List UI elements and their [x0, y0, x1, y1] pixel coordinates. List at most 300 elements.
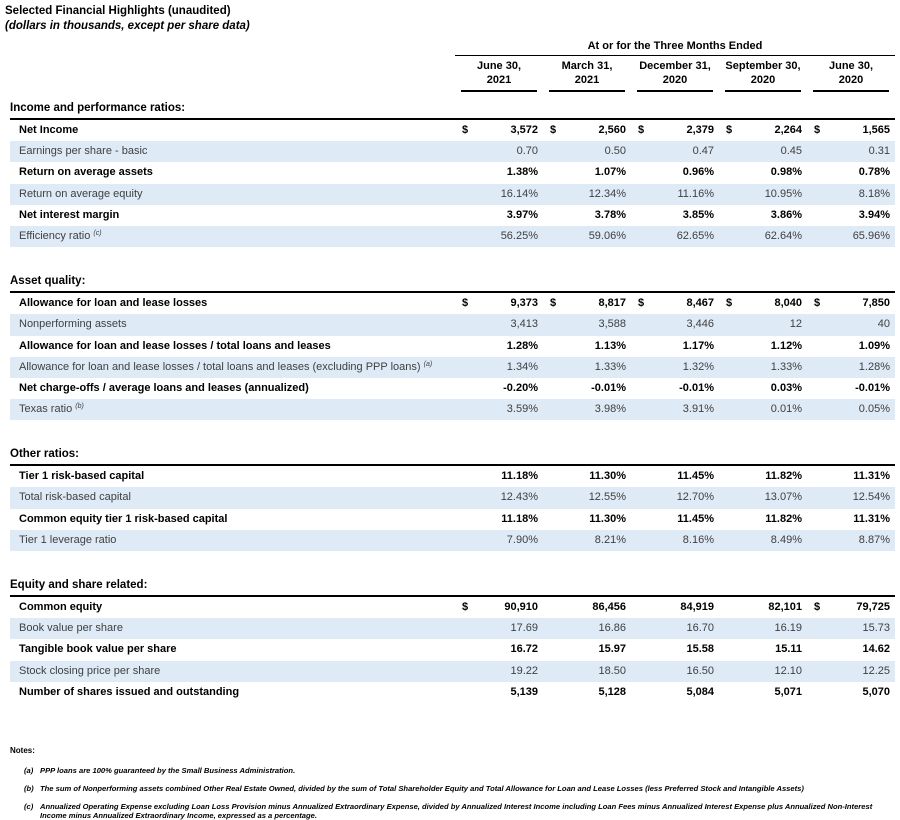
cell-value	[543, 162, 631, 183]
cell-value	[719, 205, 807, 226]
cell-number: 84,919	[680, 601, 714, 613]
cell-value	[631, 314, 719, 335]
cell-value	[455, 205, 543, 226]
table-row	[10, 378, 895, 399]
cell-number: 16.19	[774, 622, 802, 635]
cell-number: 0.01%	[770, 403, 802, 416]
row-label: Net Income	[19, 124, 79, 136]
cell-value	[543, 509, 631, 530]
cell-number: 11.18%	[501, 470, 538, 483]
cell-number: -0.01%	[855, 381, 890, 394]
note-item	[24, 766, 898, 775]
cell-value	[631, 141, 719, 162]
cell-number: 12.54%	[852, 491, 890, 504]
cell-value	[631, 597, 719, 618]
cell-value	[807, 184, 895, 205]
cell-value	[455, 618, 543, 639]
cell-number: 5,071	[774, 685, 802, 698]
footnote-ref: (a)	[423, 360, 433, 368]
cell-number: 3,572	[510, 124, 538, 136]
cell-value	[719, 509, 807, 530]
cell-number: 56.25%	[500, 229, 538, 242]
cell-value	[631, 487, 719, 508]
cell-number: 11.82%	[765, 470, 802, 483]
note-text: PPP loans are 100% guaranteed by the Small Business Administration.	[40, 765, 296, 775]
cell-value	[631, 378, 719, 399]
table-row	[10, 141, 895, 162]
note-tag: (a)	[24, 765, 34, 775]
row-label: Tier 1 risk-based capital	[19, 470, 145, 483]
cell-number: 11.18%	[501, 512, 538, 525]
column-date-line1: December 31,	[639, 60, 711, 72]
cell-value	[719, 399, 807, 420]
cell-number: 1.13%	[594, 339, 626, 352]
cell-number: 11.45%	[677, 470, 714, 483]
cell-number: 3,413	[510, 318, 538, 331]
cell-number: 8.49%	[770, 533, 802, 546]
cell-number: 1.12%	[770, 339, 802, 352]
cell-value	[807, 618, 895, 639]
cell-value	[543, 293, 631, 314]
row-label: Allowance for loan and lease losses	[19, 297, 208, 310]
note-text: Annualized Operating Expense excluding Loan Loss Provision minus Annualized Extraordinary Expense, divided by Annualized Interest Income including Loan Fees minus Annualized Interest Expense plus Annualized Non-Interest Income minus Annualized Extraordinary Income, expressed as a percentage.	[40, 801, 873, 820]
cell-number: 16.50	[686, 664, 714, 677]
cell-number: 7,850	[862, 297, 890, 310]
column-date-line1: March 31,	[561, 60, 613, 72]
dollar-sign: $	[550, 124, 557, 136]
dollar-sign: $	[462, 124, 469, 136]
cell-value	[807, 487, 895, 508]
cell-number: 12.34%	[588, 187, 626, 200]
cell-value	[543, 205, 631, 226]
cell-value	[543, 120, 631, 141]
cell-value	[719, 293, 807, 314]
cell-value	[719, 378, 807, 399]
row-label: Common equity	[19, 601, 103, 613]
footnote-ref: (c)	[93, 229, 102, 237]
column-header-text	[549, 56, 625, 92]
column-date-line1: June 30,	[828, 60, 874, 72]
cell-value	[455, 141, 543, 162]
cell-value	[631, 618, 719, 639]
table-row	[10, 184, 895, 205]
cell-value	[719, 682, 807, 703]
table-row	[10, 661, 895, 682]
cell-number: 12.43%	[500, 491, 538, 504]
row-label: Texas ratio $^{(b)}$	[19, 403, 84, 416]
cell-number: 11.45%	[677, 512, 714, 525]
footnote-ref: (b)	[75, 403, 84, 411]
table-row	[10, 509, 895, 530]
cell-number: 3.97%	[506, 208, 538, 221]
cell-value	[719, 639, 807, 660]
dollar-sign: $	[462, 601, 469, 613]
cell-number: 0.50	[604, 145, 626, 158]
cell-number: 12	[789, 318, 802, 331]
cell-number: 12.10	[774, 664, 802, 677]
cell-value	[807, 682, 895, 703]
table-row	[10, 357, 895, 378]
cell-number: 3.78%	[594, 208, 626, 221]
cell-value	[631, 399, 719, 420]
cell-value	[807, 314, 895, 335]
column-date-line2: 2020	[750, 74, 776, 86]
cell-value	[631, 509, 719, 530]
cell-number: 8.87%	[858, 533, 890, 546]
table-row	[10, 226, 895, 247]
cell-value	[807, 120, 895, 141]
note-tag: (b)	[24, 783, 34, 793]
cell-number: 1.33%	[594, 360, 626, 373]
dollar-sign: $	[638, 124, 645, 136]
cell-value	[807, 162, 895, 183]
cell-value	[719, 162, 807, 183]
cell-number: 62.64%	[764, 229, 802, 242]
cell-value	[807, 597, 895, 618]
row-label: Efficiency ratio $^{(c)}$	[19, 229, 102, 242]
cell-number: 15.11	[775, 643, 802, 656]
cell-number: 11.30%	[589, 512, 626, 525]
dollar-sign: $	[814, 297, 821, 310]
cell-number: 16.70	[686, 622, 714, 635]
dollar-sign: $	[462, 297, 469, 310]
cell-number: 11.31%	[853, 470, 890, 483]
cell-value	[719, 466, 807, 487]
cell-number: 0.03%	[770, 381, 802, 394]
cell-number: 3.98%	[594, 403, 626, 416]
cell-number: 1.17%	[682, 339, 714, 352]
column-date-line1: September 30,	[725, 60, 801, 72]
cell-value	[719, 597, 807, 618]
cell-number: 15.58	[686, 643, 714, 656]
cell-value	[631, 293, 719, 314]
row-label: Nonperforming assets	[19, 318, 127, 331]
cell-value	[631, 530, 719, 551]
row-label: Return on average assets	[19, 166, 153, 179]
cell-value	[631, 639, 719, 660]
column-header-text	[637, 56, 713, 92]
cell-value	[543, 487, 631, 508]
column-header-1	[455, 56, 543, 92]
cell-value	[455, 399, 543, 420]
cell-value	[631, 162, 719, 183]
row-label: Net charge-offs / average loans and leases (annualized)	[19, 381, 309, 394]
cell-number: 0.47	[692, 145, 714, 158]
cell-value	[807, 399, 895, 420]
cell-value	[719, 618, 807, 639]
table-row	[10, 618, 895, 639]
cell-value	[455, 120, 543, 141]
cell-value	[543, 226, 631, 247]
column-date-line2: 2020	[662, 74, 688, 86]
table-header	[10, 40, 895, 92]
cell-number: 1,565	[862, 124, 890, 136]
cell-number: 40	[877, 318, 890, 331]
table-row	[10, 162, 895, 183]
cell-number: 0.45	[780, 145, 802, 158]
table-row	[10, 682, 895, 703]
cell-value	[543, 682, 631, 703]
cell-value	[543, 597, 631, 618]
cell-number: 17.69	[510, 622, 538, 635]
cell-value	[455, 509, 543, 530]
notes-section	[10, 745, 898, 820]
cell-number: 1.34%	[506, 360, 538, 373]
row-label: Allowance for loan and lease losses / total loans and leases	[19, 339, 331, 352]
cell-value	[455, 162, 543, 183]
cell-value	[455, 357, 543, 378]
row-label: Book value per share	[19, 622, 123, 635]
cell-number: 11.30%	[589, 470, 626, 483]
cell-value	[807, 639, 895, 660]
cell-number: 8,467	[686, 297, 714, 310]
note-tag: (c)	[24, 801, 34, 811]
column-header-3	[631, 56, 719, 92]
cell-number: 16.72	[510, 643, 538, 656]
cell-value	[807, 336, 895, 357]
cell-value	[455, 487, 543, 508]
section-header: Other ratios:	[10, 446, 895, 466]
column-header-text	[461, 56, 537, 92]
table-row	[10, 336, 895, 357]
cell-number: 16.86	[598, 622, 626, 635]
cell-value	[455, 293, 543, 314]
cell-number: 86,456	[592, 601, 626, 613]
cell-number: 19.22	[510, 664, 538, 677]
cell-number: 8,817	[598, 297, 626, 310]
cell-value	[543, 639, 631, 660]
cell-value	[807, 466, 895, 487]
cell-value	[631, 120, 719, 141]
cell-value	[543, 314, 631, 335]
table-row	[10, 530, 895, 551]
cell-number: 1.07%	[594, 166, 626, 179]
cell-number: 8.16%	[682, 533, 714, 546]
table-row	[10, 399, 895, 420]
cell-value	[455, 597, 543, 618]
cell-value	[719, 661, 807, 682]
section-header: Income and performance ratios:	[10, 100, 895, 120]
cell-value	[455, 378, 543, 399]
row-label: Allowance for loan and lease losses / total loans and leases (excluding PPP loans) $^{(a)}$	[19, 360, 433, 373]
cell-number: 2,379	[686, 124, 714, 136]
cell-number: 3.91%	[682, 403, 714, 416]
cell-value	[543, 378, 631, 399]
cell-number: 11.31%	[853, 512, 890, 525]
table-row	[10, 487, 895, 508]
cell-number: 9,373	[510, 297, 538, 310]
cell-number: -0.01%	[591, 381, 626, 394]
table-row	[10, 639, 895, 660]
cell-value	[455, 530, 543, 551]
section-header: Equity and share related:	[10, 577, 895, 597]
dollar-sign: $	[814, 601, 821, 613]
cell-number: 5,070	[862, 685, 890, 698]
column-header-5	[807, 56, 895, 92]
cell-number: 3.59%	[506, 403, 538, 416]
cell-value	[543, 141, 631, 162]
page-title: Selected Financial Highlights (unaudited)	[5, 5, 231, 17]
cell-number: 5,128	[598, 685, 626, 698]
cell-number: 5,084	[686, 685, 714, 698]
cell-value	[455, 226, 543, 247]
cell-number: 0.70	[516, 145, 538, 158]
financial-highlights-table	[10, 40, 895, 703]
column-header-2	[543, 56, 631, 92]
cell-number: 7.90%	[506, 533, 538, 546]
cell-value	[631, 682, 719, 703]
cell-value	[631, 205, 719, 226]
cell-value	[631, 661, 719, 682]
section-header: Asset quality:	[10, 273, 895, 293]
cell-value	[455, 314, 543, 335]
cell-value	[719, 184, 807, 205]
cell-number: 1.28%	[858, 360, 890, 373]
column-header-text	[813, 56, 889, 92]
cell-value	[543, 530, 631, 551]
date-column-headers	[455, 56, 895, 92]
cell-number: 18.50	[598, 664, 626, 677]
dollar-sign: $	[814, 124, 821, 136]
cell-value	[719, 530, 807, 551]
cell-number: 62.65%	[676, 229, 714, 242]
dollar-sign: $	[638, 297, 645, 310]
cell-number: 3.86%	[770, 208, 802, 221]
cell-value	[807, 378, 895, 399]
cell-number: 0.78%	[858, 166, 890, 179]
cell-number: 79,725	[856, 601, 890, 613]
cell-number: 11.82%	[765, 512, 802, 525]
cell-value	[543, 184, 631, 205]
column-date-line2: 2021	[574, 74, 600, 86]
note-text: The sum of Nonperforming assets combined Other Real Estate Owned, divided by the sum of Total Shareholder Equity and Total Allowance for Loan and Lease Losses (less Preferred Stock and Intangible Assets)	[40, 783, 804, 793]
cell-number: -0.20%	[503, 381, 538, 394]
cell-number: 1.32%	[682, 360, 714, 373]
cell-number: 15.97	[598, 643, 626, 656]
cell-value	[719, 141, 807, 162]
cell-number: 5,139	[510, 685, 538, 698]
cell-value	[807, 509, 895, 530]
cell-number: 3.94%	[858, 208, 890, 221]
cell-value	[807, 530, 895, 551]
cell-number: 1.28%	[506, 339, 538, 352]
row-label: Number of shares issued and outstanding	[19, 685, 240, 698]
cell-number: 15.73	[862, 622, 890, 635]
table-row	[10, 466, 895, 487]
cell-number: 65.96%	[852, 229, 890, 242]
cell-value	[455, 184, 543, 205]
note-item	[24, 784, 898, 793]
cell-number: 90,910	[504, 601, 538, 613]
cell-number: 8.18%	[858, 187, 890, 200]
cell-number: 8.21%	[594, 533, 626, 546]
row-label: Return on average equity	[19, 187, 143, 200]
cell-value	[807, 141, 895, 162]
cell-value	[807, 357, 895, 378]
table-row	[10, 205, 895, 226]
cell-number: 2,560	[598, 124, 626, 136]
cell-value	[543, 357, 631, 378]
row-label: Tangible book value per share	[19, 643, 177, 656]
cell-number: 0.98%	[770, 166, 802, 179]
cell-value	[719, 487, 807, 508]
cell-number: 0.31	[868, 145, 890, 158]
dollar-sign: $	[726, 297, 733, 310]
cell-value	[807, 205, 895, 226]
dollar-sign: $	[550, 297, 557, 310]
cell-number: 1.09%	[858, 339, 890, 352]
cell-value	[455, 336, 543, 357]
row-label: Total risk-based capital	[19, 491, 131, 504]
cell-number: 3,446	[686, 318, 714, 331]
column-header-4	[719, 56, 807, 92]
cell-number: 8,040	[774, 297, 802, 310]
row-label: Tier 1 leverage ratio	[19, 533, 117, 546]
column-date-line1: June 30,	[476, 60, 522, 72]
cell-number: 16.14%	[500, 187, 538, 200]
cell-number: 12.25	[862, 664, 890, 677]
cell-number: 2,264	[774, 124, 802, 136]
row-label: Common equity tier 1 risk-based capital	[19, 512, 228, 525]
cell-value	[455, 682, 543, 703]
cell-number: 3,588	[598, 318, 626, 331]
cell-number: 59.06%	[588, 229, 626, 242]
cell-number: 82,101	[768, 601, 802, 613]
cell-number: -0.01%	[679, 381, 714, 394]
cell-value	[543, 399, 631, 420]
column-date-line2: 2020	[838, 74, 864, 86]
column-header-text	[725, 56, 801, 92]
period-header: At or for the Three Months Ended	[455, 40, 895, 56]
cell-value	[631, 357, 719, 378]
table-row	[10, 597, 895, 618]
notes-title: Notes:	[10, 745, 35, 755]
cell-number: 0.05%	[858, 403, 890, 416]
cell-value	[543, 661, 631, 682]
cell-value	[631, 336, 719, 357]
cell-value	[455, 639, 543, 660]
note-item	[24, 802, 898, 820]
row-label: Net interest margin	[19, 208, 120, 221]
cell-value	[719, 357, 807, 378]
cell-value	[631, 466, 719, 487]
row-label: Earnings per share - basic	[19, 145, 148, 158]
cell-number: 1.38%	[506, 166, 538, 179]
cell-number: 10.95%	[764, 187, 802, 200]
cell-number: 1.33%	[770, 360, 802, 373]
cell-number: 0.96%	[682, 166, 714, 179]
cell-value	[631, 226, 719, 247]
row-label: Stock closing price per share	[19, 664, 161, 677]
cell-value	[543, 466, 631, 487]
cell-value	[455, 661, 543, 682]
cell-number: 12.55%	[588, 491, 626, 504]
cell-value	[543, 618, 631, 639]
table-row	[10, 314, 895, 335]
table-body	[10, 100, 895, 703]
cell-value	[543, 336, 631, 357]
cell-value	[807, 661, 895, 682]
cell-value	[719, 336, 807, 357]
cell-number: 14.62	[862, 643, 890, 656]
cell-number: 12.70%	[676, 491, 714, 504]
cell-number: 3.85%	[682, 208, 714, 221]
cell-value	[719, 314, 807, 335]
dollar-sign: $	[726, 124, 733, 136]
cell-value	[631, 184, 719, 205]
cell-value	[807, 226, 895, 247]
column-date-line2: 2021	[486, 74, 512, 86]
